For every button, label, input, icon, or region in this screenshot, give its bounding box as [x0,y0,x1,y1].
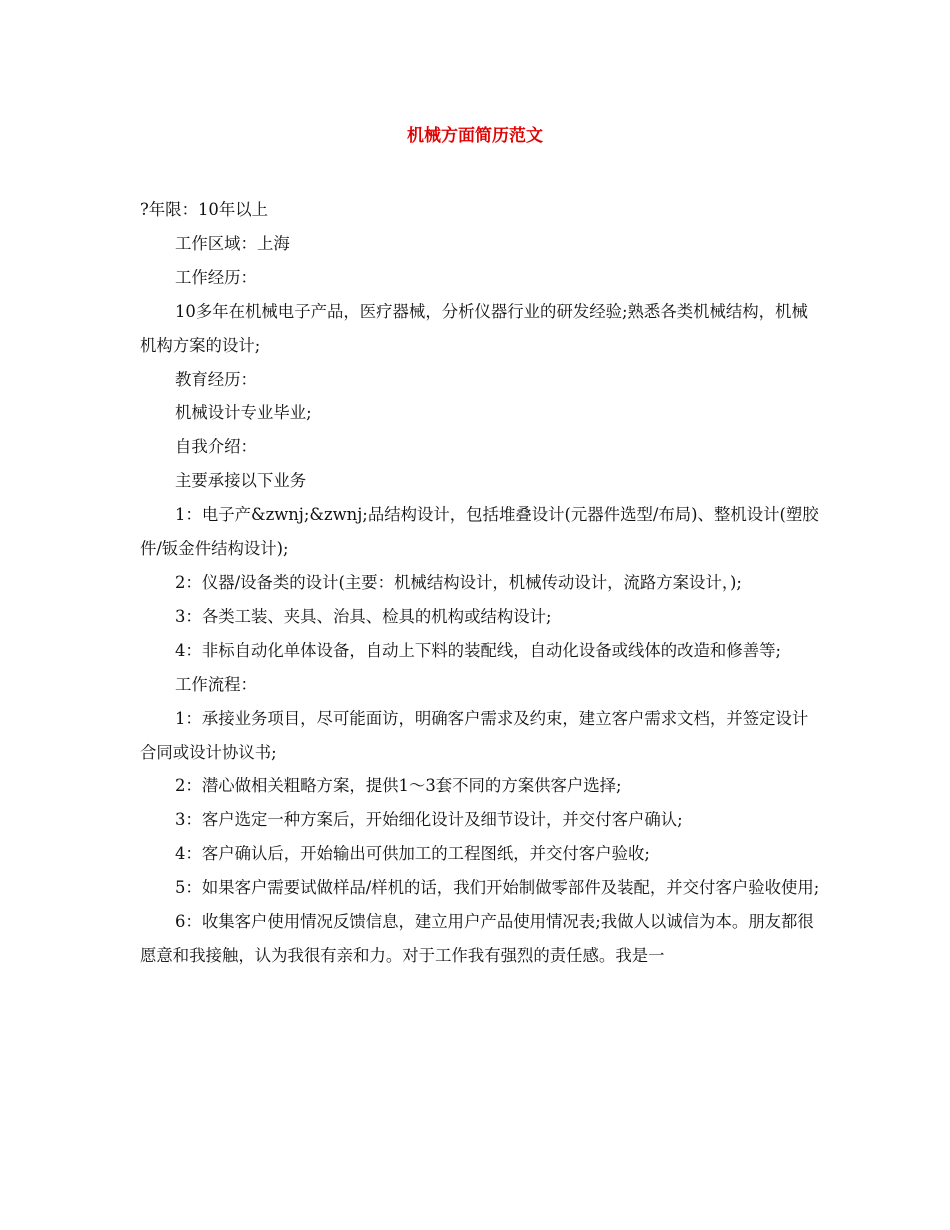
paragraph-business-2: 2：仪器/设备类的设计(主要：机械结构设计，机械传动设计，流路方案设计，); [175,572,742,592]
paragraph-business-1: 1：电子产&zwnj;&zwnj;品结构设计，包括堆叠设计(元器件选型/布局)、整机设计(塑胶件/钣金件结构设计); [140,505,819,559]
paragraph-work-area: 工作区域：上海 [175,233,290,253]
document-body [140,193,820,973]
paragraph-workflow-5: 5：如果客户需要试做样品/样机的话，我们开始制做零部件及装配，并交付客户验收使用; [175,878,820,898]
paragraph-workflow-4: 4：客户确认后，开始输出可供加工的工程图纸，并交付客户验收; [175,844,650,864]
paragraph-business-3: 3：各类工装、夹具、治具、检具的机构或结构设计; [175,606,552,626]
paragraph-business-4: 4：非标自动化单体设备，自动上下料的装配线，自动化设备或线体的改造和修善等; [175,640,782,660]
paragraph-self-intro-heading: 自我介绍： [175,437,257,457]
document-title: 机械方面简历范文 [407,126,543,146]
paragraph-education-heading: 教育经历： [175,369,257,389]
paragraph-business-intro: 主要承接以下业务 [175,471,307,491]
paragraph-workflow-1: 1：承接业务项目，尽可能面访，明确客户需求及约束，建立客户需求文档，并签定设计合同或设计协议书; [140,708,809,762]
paragraph-workflow-heading: 工作流程： [175,674,257,694]
paragraph-education: 机械设计专业毕业; [175,403,312,423]
paragraph-workflow-2: 2：潜心做相关粗略方案，提供1～3套不同的方案供客户选择; [175,776,622,796]
paragraph-work-experience-heading: 工作经历： [175,267,257,287]
paragraph-workflow-6: 6：收集客户使用情况反馈信息，建立用户产品使用情况表;我做人以诚信为本。朋友都很愿意和我接触，认为我很有亲和力。对于工作我有强烈的责任感。我是一 [140,912,814,965]
paragraph-workflow-3: 3：客户选定一种方案后，开始细化设计及细节设计，并交付客户确认; [175,810,683,830]
paragraph-work-experience: 10多年在机械电子产品，医疗器械，分析仪器行业的研发经验;熟悉各类机械结构，机械机构方案的设计; [140,301,808,355]
paragraph-years: ?年限：10年以上 [140,200,268,219]
